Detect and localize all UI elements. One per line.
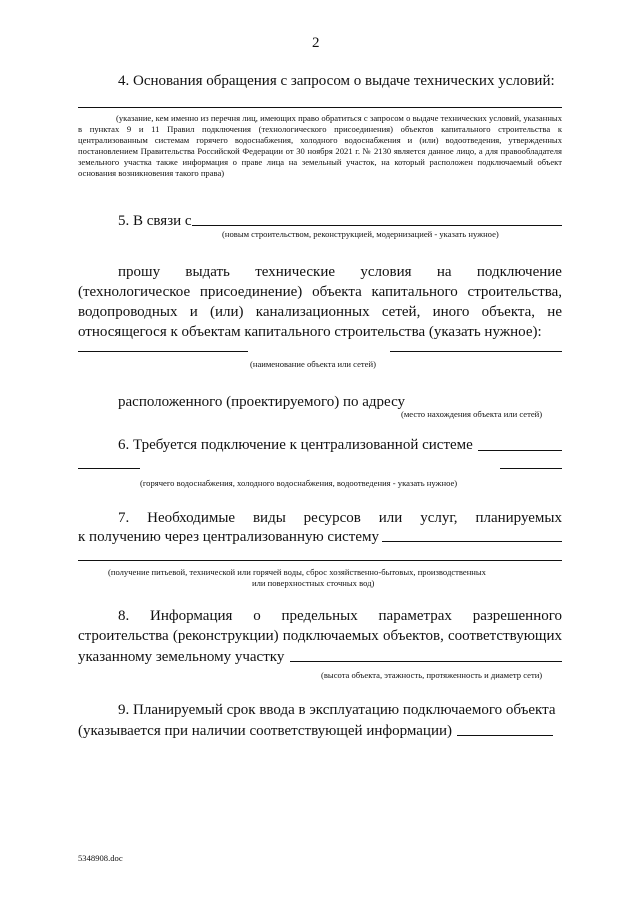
- object-name-fill-line-right[interactable]: [390, 351, 562, 352]
- request-line3: водопроводных и (или) канализационных сетей, иного объекта, не: [78, 304, 562, 320]
- item7-caption-2: или поверхностных сточных вод): [252, 578, 375, 588]
- item5-label: 5. В связи с: [118, 213, 192, 229]
- request-line2: (технологическое присоединение) объекта капитального строительства,: [78, 284, 562, 300]
- item9-line1: 9. Планируемый срок ввода в эксплуатацию подключаемого объекта: [118, 702, 556, 718]
- item7-fill-line[interactable]: [382, 541, 562, 542]
- object-name-caption: (наименование объекта или сетей): [250, 359, 376, 369]
- object-name-fill-line-left[interactable]: [78, 351, 248, 352]
- item9-line2: (указывается при наличии соответствующей информации): [78, 723, 452, 739]
- item5-caption: (новым строительством, реконструкцией, модернизацией - указать нужное): [222, 229, 499, 239]
- item6-fill-line-right[interactable]: [500, 468, 562, 469]
- item9-fill-line[interactable]: [457, 735, 553, 736]
- item6-caption: (горячего водоснабжения, холодного водоснабжения, водоотведения - указать нужное): [140, 478, 458, 488]
- item4-note: (указание, кем именно из перечня лиц, имеющих право обратиться с запросом о выдаче технических условий, указанных в пунктах 9 и 11 Правил подключения (технологического присоединения) объектов капитального строительства к централизованным системам горячего водоснабжения, холодного водоснабжения и (или) водоотведения, утвержденных постановлением Правительства Российской Федерации от 30 ноября 2021 г. № 2130 является данное лицо, а для правообладателя земельного участка также информация о праве лица на земельный участок, на который расположен подключаемый объект основания возникновения такого права): [78, 113, 562, 178]
- item8-line2: строительства (реконструкции) подключаемых объектов, соответствующих: [78, 628, 562, 644]
- item4-title: 4. Основания обращения с запросом о выдаче технических условий:: [118, 73, 555, 89]
- item6-fill-line-left[interactable]: [78, 468, 140, 469]
- item6-text: 6. Требуется подключение к централизованной системе: [118, 437, 473, 453]
- request-word: технические: [255, 264, 336, 280]
- request-word: подключение: [476, 264, 562, 280]
- footer-filename: 5348908.doc: [78, 853, 123, 863]
- page-number: 2: [312, 35, 320, 51]
- item5-fill-line[interactable]: [192, 225, 562, 226]
- item4-fill-line[interactable]: [78, 107, 562, 108]
- request-word: прошу: [118, 264, 161, 280]
- item8-caption: (высота объекта, этажность, протяженность и диаметр сети): [321, 670, 543, 680]
- item7-line1: 7. Необходимые виды ресурсов или услуг, планируемых: [118, 510, 562, 526]
- request-line4: относящегося к объектам капитального строительства (указать нужное):: [78, 324, 542, 340]
- item7-line2: к получению через централизованную систему: [78, 529, 379, 545]
- address-caption: (место нахождения объекта или сетей): [401, 409, 543, 419]
- item7-caption-1: (получение питьевой, технической или горячей воды, сброс хозяйственно-бытовых, производственных: [108, 567, 486, 577]
- item6-fill-line[interactable]: [478, 450, 562, 451]
- item8-line3: указанному земельному участку: [78, 649, 285, 665]
- item8-fill-line[interactable]: [290, 661, 562, 662]
- request-line1: [118, 263, 562, 281]
- request-word: условия: [360, 264, 412, 280]
- item8-line1: 8. Информация о предельных параметрах разрешенного: [118, 608, 562, 624]
- request-word: выдать: [185, 264, 230, 280]
- address-text: расположенного (проектируемого) по адресу: [118, 394, 406, 410]
- item7-fill-line-2[interactable]: [78, 560, 562, 561]
- request-word: на: [436, 264, 452, 280]
